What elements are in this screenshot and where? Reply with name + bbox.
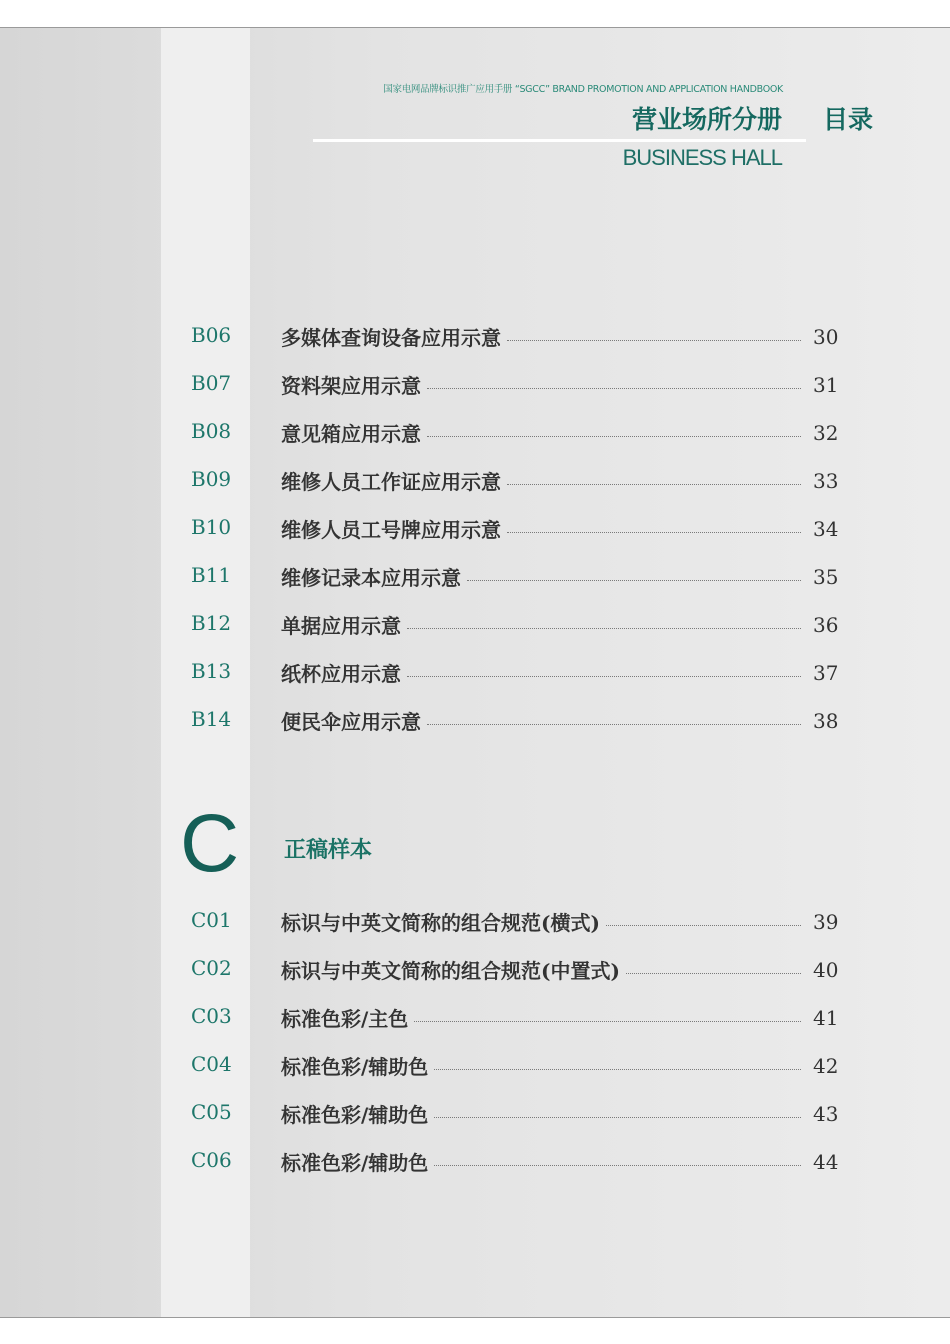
toc-row[interactable] (0, 657, 950, 687)
toc-code: C02 (191, 956, 232, 980)
toc-row[interactable] (0, 465, 950, 495)
toc-code: B12 (191, 611, 232, 635)
toc-row[interactable] (0, 561, 950, 591)
toc-row[interactable] (0, 513, 950, 543)
toc-code: C01 (191, 908, 232, 932)
handbook-title-line: 国家电网品牌标识推广应用手册 “SGCC” BRAND PROMOTION AND APPLICATION HANDBOOK (383, 84, 783, 95)
toc-page-number: 35 (813, 565, 839, 589)
toc-page-number: 42 (813, 1054, 839, 1078)
toc-entry-text: 资料架应用示意 (281, 373, 421, 398)
toc-entry-text: 维修人员工号牌应用示意 (281, 517, 501, 542)
dot-leader (427, 724, 801, 725)
toc-entry-text: 多媒体查询设备应用示意 (281, 325, 501, 350)
section-letter: C (180, 798, 240, 889)
toc-row[interactable] (0, 954, 950, 984)
toc-row[interactable] (0, 417, 950, 447)
header-divider (313, 139, 806, 142)
toc-code: C06 (191, 1148, 232, 1172)
toc-entry-text: 标准色彩/辅助色 (281, 1150, 429, 1175)
toc-entry-text: 维修人员工作证应用示意 (281, 469, 501, 494)
dot-leader (407, 676, 801, 677)
toc-page-number: 38 (813, 709, 839, 733)
dot-leader (407, 628, 801, 629)
toc-page-number: 34 (813, 517, 839, 541)
toc-row[interactable] (0, 1146, 950, 1176)
dot-leader (434, 1069, 801, 1070)
toc-entry-text: 标准色彩/辅助色 (281, 1102, 429, 1127)
toc-entry-text: 单据应用示意 (281, 613, 401, 638)
toc-row[interactable] (0, 1050, 950, 1080)
toc-entry-text: 标识与中英文简称的组合规范(横式) (281, 910, 600, 935)
toc-row[interactable] (0, 321, 950, 351)
toc-page-number: 31 (813, 373, 839, 397)
toc-page-number: 36 (813, 613, 839, 637)
toc-row[interactable] (0, 369, 950, 399)
dot-leader (606, 925, 801, 926)
toc-page-number: 41 (813, 1006, 839, 1030)
toc-page-number: 32 (813, 421, 839, 445)
toc-row[interactable] (0, 1002, 950, 1032)
toc-page-number: 33 (813, 469, 839, 493)
toc-code: B11 (191, 563, 232, 587)
toc-code: B07 (191, 371, 232, 395)
toc-row[interactable] (0, 906, 950, 936)
section-title: 正稿样本 (284, 837, 373, 863)
toc-code: B13 (191, 659, 232, 683)
document-page (0, 27, 950, 1318)
toc-entry-text: 维修记录本应用示意 (281, 565, 461, 590)
toc-page-number: 44 (813, 1150, 839, 1174)
dot-leader (434, 1117, 801, 1118)
toc-code: C05 (191, 1100, 232, 1124)
dot-leader (434, 1165, 801, 1166)
toc-row[interactable] (0, 705, 950, 735)
dot-leader (507, 484, 801, 485)
toc-page-number: 39 (813, 910, 839, 934)
toc-code: B06 (191, 323, 232, 347)
toc-page-number: 40 (813, 958, 839, 982)
toc-code: B10 (191, 515, 232, 539)
booklet-title-en: BUSINESS HALL (622, 145, 782, 170)
booklet-title: 营业场所分册 (631, 105, 782, 134)
toc-code: B14 (191, 707, 232, 731)
toc-code: C03 (191, 1004, 232, 1028)
toc-code: B08 (191, 419, 232, 443)
toc-entry-text: 标准色彩/辅助色 (281, 1054, 429, 1079)
toc-row[interactable] (0, 1098, 950, 1128)
dot-leader (427, 436, 801, 437)
dot-leader (414, 1021, 801, 1022)
toc-page-number: 30 (813, 325, 839, 349)
dot-leader (507, 340, 801, 341)
dot-leader (626, 973, 801, 974)
toc-row[interactable] (0, 609, 950, 639)
toc-entry-text: 纸杯应用示意 (281, 661, 401, 686)
dot-leader (467, 580, 801, 581)
toc-entry-text: 标准色彩/主色 (281, 1006, 409, 1031)
toc-entry-text: 便民伞应用示意 (281, 709, 421, 734)
dot-leader (507, 532, 801, 533)
toc-entry-text: 意见箱应用示意 (281, 421, 421, 446)
toc-page-number: 37 (813, 661, 839, 685)
toc-entry-text: 标识与中英文简称的组合规范(中置式) (281, 958, 620, 983)
dot-leader (427, 388, 801, 389)
toc-page-number: 43 (813, 1102, 839, 1126)
section-label: 目录 (823, 105, 874, 134)
toc-code: B09 (191, 467, 232, 491)
toc-code: C04 (191, 1052, 232, 1076)
